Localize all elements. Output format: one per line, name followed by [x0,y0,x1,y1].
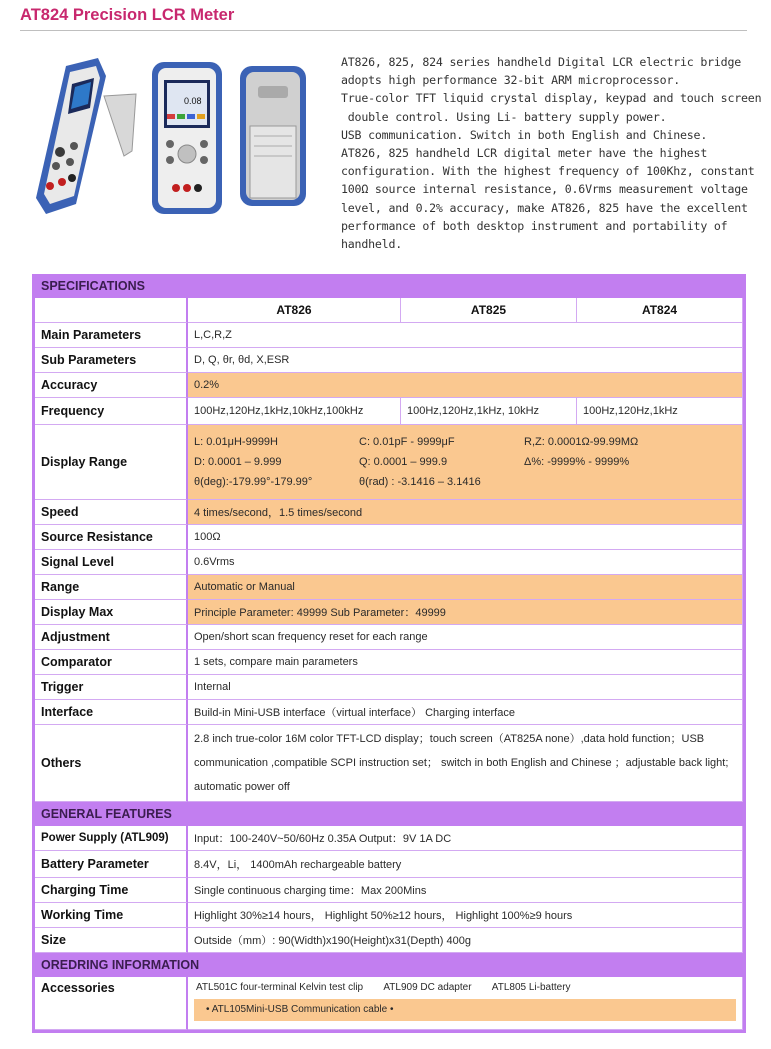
accuracy-value: 0.2% [188,373,743,398]
model-header-blank [35,298,188,323]
intro-line: double control. Using Li- battery supply power. [341,109,667,124]
display-range-cell: R,Z: 0.0001Ω-99.99MΩ [524,436,639,448]
display-range-cell: θ(rad) : -3.1416 – 3.1416 [359,476,481,488]
working-time-label: Working Time [35,903,188,928]
display-range-cell [524,476,664,488]
intro-line: AT826, 825 handheld LCR digital meter have the highest [341,146,708,161]
intro-line: True-color TFT liquid crystal display, keypad and touch screen [341,91,762,106]
charging-time-label: Charging Time [35,878,188,903]
intro-line: adopts high performance 32-bit ARM microprocessor. [341,73,681,88]
intro-line: AT826, 825, 824 series handheld Digital LCR electric bridge [341,55,742,69]
power-supply-value: Input：100-240V~50/60Hz 0.35A Output：9V 1A DC [188,826,743,851]
intro-line: performance of both desktop instrument and portability of [341,218,728,233]
charging-time-value: Single continuous charging time：Max 200Mins [188,878,743,903]
comparator-value: 1 sets, compare main parameters [188,650,743,675]
accessory-item: ATL909 DC adapter [383,982,472,993]
adjustment-label: Adjustment [35,625,188,650]
interface-value: Build-in Mini-USB interface（virtual interface） Charging interface [188,700,743,725]
speed-value: 4 times/second，1.5 times/second [188,500,743,525]
others-text: 2.8 inch true-color 16M color TFT-LCD display；touch screen（AT825A none）,data hold function；USB communication ,compatible SCPI instruction set； switch in both English and Chinese ；adjustable back light; automatic power off [194,733,729,793]
interface-label: Interface [35,700,188,725]
product-description [341,53,766,253]
others-label: Others [35,725,188,802]
intro-line: level, and 0.2% accuracy, make AT826, 825 have the excellent [341,200,748,215]
display-range-cell: C: 0.01pF - 9999μF [359,436,455,448]
sub-parameters-label: Sub Parameters [35,348,188,373]
accessories-line [194,977,736,999]
source-resistance-label: Source Resistance [35,525,188,550]
ordering-information-header: OREDRING INFORMATION [35,953,743,977]
speed-label: Speed [35,500,188,525]
others-value [188,725,743,802]
main-parameters-label: Main Parameters [35,323,188,348]
intro-line: USB communication. Switch in both English and Chinese. [341,127,708,142]
accessories-label: Accessories [35,977,188,1030]
adjustment-value: Open/short scan frequency reset for each range [188,625,743,650]
range-label: Range [35,575,188,600]
specifications-table [32,274,746,1033]
display-range-cell: L: 0.01μH-9999H [194,436,278,448]
display-max-value: Principle Parameter: 49999 Sub Parameter：49999 [188,600,743,625]
frequency-label: Frequency [35,398,188,425]
accessories-line-highlight: • ATL105Mini-USB Communication cable • [194,999,736,1021]
model-at824-header: AT824 [577,298,743,323]
general-features-header: GENERAL FEATURES [35,802,743,826]
source-resistance-value: 100Ω [188,525,743,550]
size-value: Outside（mm）: 90(Width)x190(Height)x31(Depth) 400g [188,928,743,953]
display-range-cell: Q: 0.0001 – 999.9 [359,456,448,468]
meter-front-image [152,62,222,214]
display-range-cell: Δ%: -9999% - 9999% [524,456,630,468]
intro-line: 100Ω source internal resistance, 0.6Vrms measurement voltage [341,182,748,197]
frequency-at824: 100Hz,120Hz,1kHz [577,398,743,425]
working-time-value: Highlight 30%≥14 hours， Highlight 50%≥12 hours， Highlight 100%≥9 hours [188,903,743,928]
page-title: AT824 Precision LCR Meter [20,6,235,24]
power-supply-label: Power Supply (ATL909) [35,826,188,851]
main-parameters-value: L,C,R,Z [188,323,743,348]
intro-line: handheld. [341,237,403,252]
range-value: Automatic or Manual [188,575,743,600]
specifications-header: SPECIFICATIONS [35,274,743,298]
trigger-value: Internal [188,675,743,700]
sub-parameters-value: D, Q, θr, θd, X,ESR [188,348,743,373]
size-label: Size [35,928,188,953]
accessory-item: ATL805 Li-battery [491,982,571,993]
frequency-at826: 100Hz,120Hz,1kHz,10kHz,100kHz [188,398,401,425]
display-range-value [188,425,743,500]
frequency-at825: 100Hz,120Hz,1kHz, 10kHz [401,398,577,425]
model-at826-header: AT826 [188,298,401,323]
intro-line: configuration. With the highest frequency of 100Khz, constant [341,164,755,179]
accessory-item: ATL501C four-terminal Kelvin test clip [196,982,364,993]
display-range-cell: D: 0.0001 – 9.999 [194,456,282,468]
model-at825-header: AT825 [401,298,577,323]
display-max-label: Display Max [35,600,188,625]
comparator-label: Comparator [35,650,188,675]
meter-angled-image [36,58,136,214]
battery-label: Battery Parameter [35,851,188,878]
accuracy-label: Accuracy [35,373,188,398]
display-range-cell: θ(deg):-179.99°-179.99° [194,476,313,488]
meter-screen-reading: 0.08 [184,96,202,106]
accessories-value [188,977,743,1030]
meter-back-image [240,66,306,206]
signal-level-value: 0.6Vrms [188,550,743,575]
product-photos [36,56,311,221]
signal-level-label: Signal Level [35,550,188,575]
display-range-label: Display Range [35,425,188,500]
trigger-label: Trigger [35,675,188,700]
battery-value: 8.4V，Li， 1400mAh rechargeable battery [188,851,743,878]
title-divider [20,30,747,31]
